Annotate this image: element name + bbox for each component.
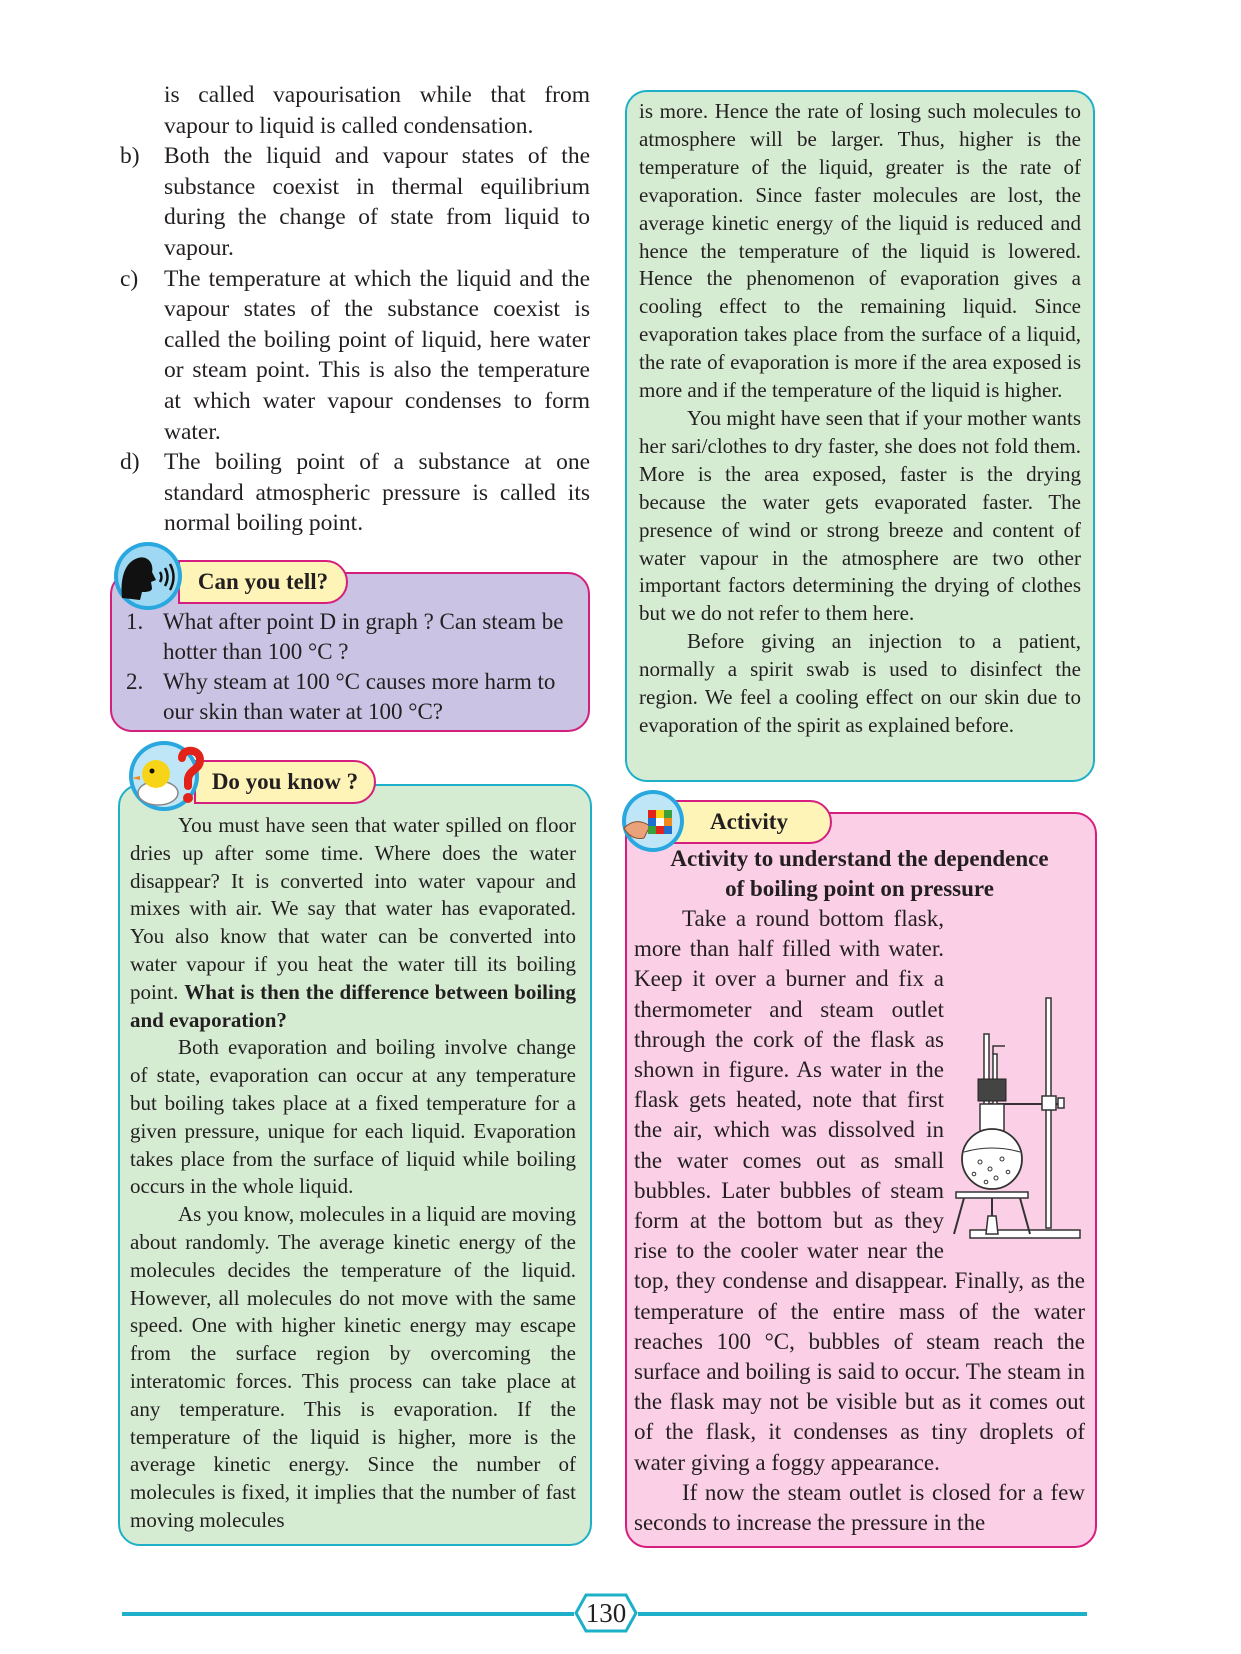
do-you-know-label: Do you know ? [211,769,359,794]
list-item-c [120,264,590,448]
boiling-flask-apparatus-illustration [950,994,1085,1264]
do-you-know-paragraph-3: As you know, molecules in a liquid are moving about randomly. The average kinetic energy of the molecules decides the temperature of the liquid. However, all molecules do not move with the same speed. One with higher kinetic energy may escape from the surface region by overcoming the interatomic forces. This process can take place at any temperature. This is evaporation. If the temperature of the liquid is higher, more is the average kinetic energy. Since the number of molecules is fixed, it implies that the number of fast moving molecules [130,1202,576,1532]
do-you-know-title [194,760,376,804]
page-number: 130 [585,1598,627,1628]
list-item-b [120,141,590,263]
can-you-tell-label: Can you tell? [197,569,329,594]
activity-title [666,800,832,844]
do-you-know-box [118,784,592,1546]
question-text: What after point D in graph ? Can steam be hotter than 100 °C ? [163,609,564,664]
list-label: d) [120,449,140,476]
list-item [120,80,590,141]
list-text: The temperature at which the liquid and the vapour states of the substance coexist is called the boiling point of liquid, here water or steam point. This is also the temperature at which water vapour condenses to form water. [164,265,590,445]
question-item [126,667,576,727]
do-you-know-paragraph-2: Both evaporation and boiling involve change of state, evaporation can occur at any temperature but boiling takes place at a fixed temperature for a given pressure, unique for each liquid. Evaporation takes place from the surface of liquid while boiling occurs in the whole liquid. [130,1035,576,1199]
activity-heading-line-2: of boiling point on pressure [725,876,994,901]
intro-text: is called vapourisation while that from vapour to liquid is called condensation. [164,82,590,139]
paragraph-text: Take a round bottom flask, more than half filled with water. Keep it over a burner and fix a thermometer and steam outlet through the cork of the flask as shown in figure. As water in the flask gets heated, note that first the air, which was dissolved in the water comes out as small bubbles. Later bubbles of steam form at the bottom but as they rise to the cooler water near the top, they condense and disappear. Finally, as the temperature of the entire mass of the water reaches 100 °C, bubbles of steam reach the surface and boiling is said to occur. The steam in the flask may not be visible but as it comes out of the flask, it condenses as tiny droplets of water giving a foggy appearance. [634,906,1085,1475]
bold-question: What is then the difference between boiling and evaporation? [130,979,577,1032]
question-text: Why steam at 100 °C causes more harm to our skin than water at 100 °C? [163,669,556,724]
right-paragraph-2: You might have seen that if your mother wants her sari/clothes to dry faster, she does not fold them. More is the area exposed, faster is the drying because the water gets evaporated faster. The presence of wind or strong breeze and content of water vapour in the atmosphere are two other important factors determining the drying of clothes but we do not refer to them here. [639,405,1081,626]
list-label: b) [120,143,140,170]
cube-puzzle-hand-icon [620,788,686,854]
question-number: 2. [126,669,144,694]
activity-paragraph-1 [634,904,1085,1478]
list-text: Both the liquid and vapour states of the substance coexist in thermal equilibrium during the change of state from liquid to vapour. [164,143,590,261]
can-you-tell-title [178,560,348,604]
list-text: The boiling point of a substance at one standard atmospheric pressure is called its normal boiling point. [164,449,590,537]
activity-paragraph-2: If now the steam outlet is closed for a few seconds to increase the pressure in the [634,1479,1085,1536]
activity-label: Activity [710,809,788,834]
list-item-d [120,447,590,539]
evaporation-continued-box [625,90,1095,782]
chick-question-icon [128,738,206,814]
question-number: 1. [126,609,144,634]
right-paragraph-1: is more. Hence the rate of losing such molecules to atmosphere will be larger. Thus, higher is the temperature of the liquid, greater is the rate of evaporation. Since faster molecules are lost, the average kinetic energy of the liquid is reduced and hence the temperature of the liquid is lowered. Hence the phenomenon of evaporation gives a cooling effect to the remaining liquid. Since evaporation takes place from the surface of a liquid, the rate of evaporation is more if the area exposed is more and if the temperature of the liquid is higher. [639,99,1081,403]
activity-heading-line-1: Activity to understand the dependence [670,846,1049,871]
do-you-know-paragraph-1 [130,812,576,1034]
page-number-badge [574,1593,638,1633]
question-item [126,607,576,667]
speaking-head-icon [112,540,184,612]
paragraph-text: You must have seen that water spilled on floor dries up after some time. Where does the water disappear? It is converted into water vapour and mixes with air. We say that water has evaporated. You also know that water can be converted into water vapour if you heat the water till its boiling point. [130,813,576,1004]
activity-box [625,812,1097,1548]
list-label: c) [120,265,139,292]
left-column [120,80,590,539]
right-paragraph-3: Before giving an injection to a patient, normally a spirit swab is used to disinfect the region. We feel a cooling effect on our skin due to evaporation of the spirit as explained before. [639,629,1081,737]
